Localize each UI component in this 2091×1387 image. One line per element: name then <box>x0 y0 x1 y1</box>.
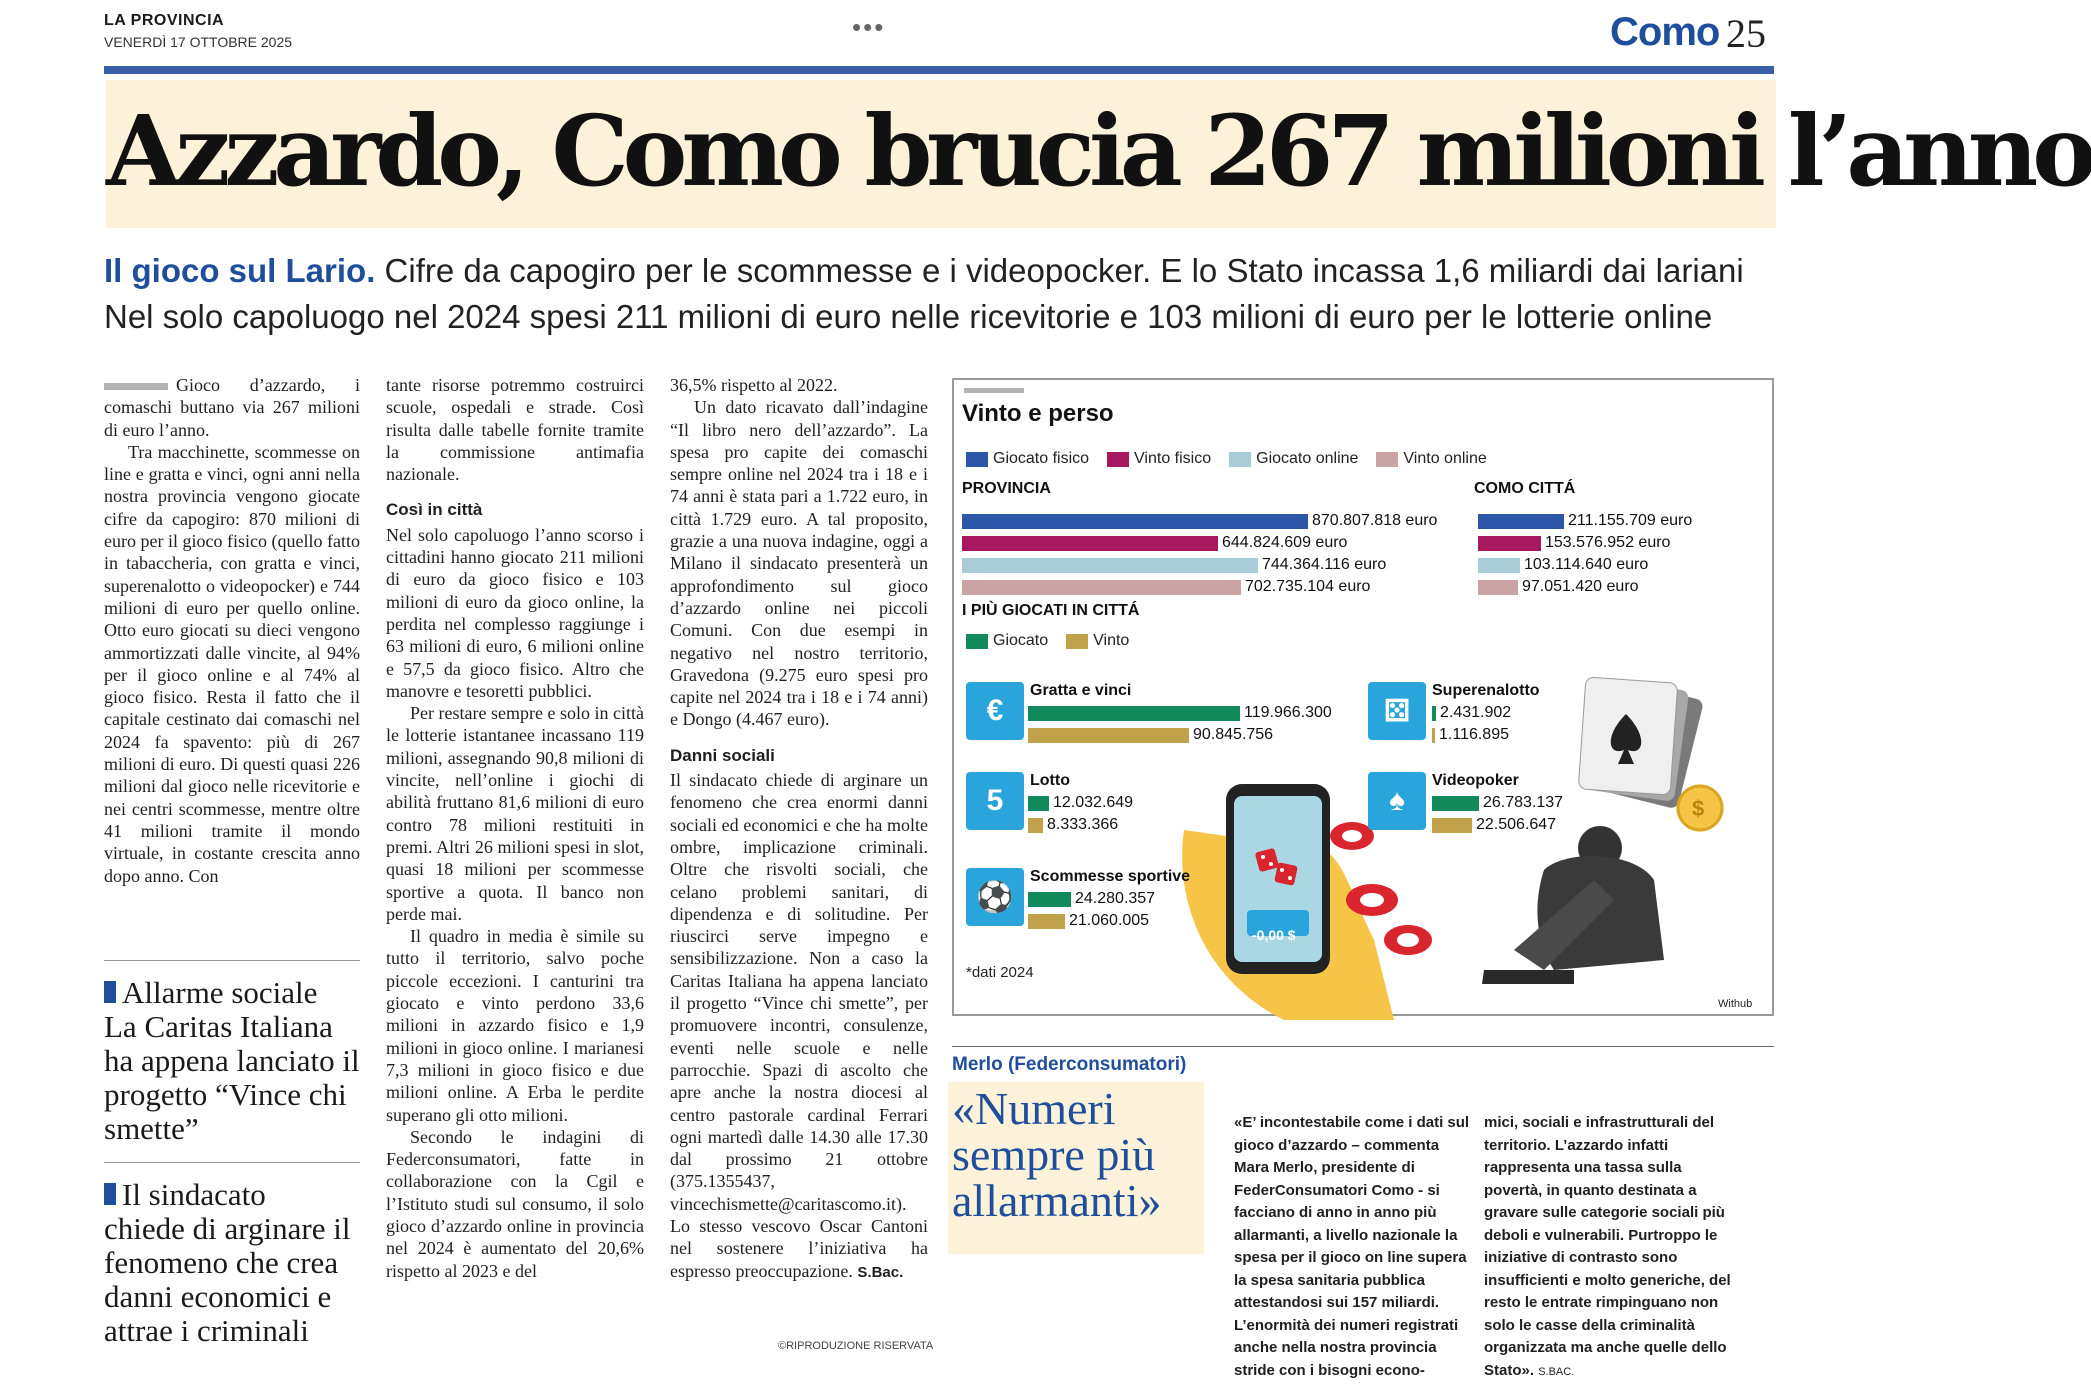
legend-2 <box>966 632 1129 650</box>
category-bar-giocato <box>1432 796 1479 811</box>
footnote: *dati 2024 <box>966 964 1034 981</box>
article-paragraph: Il sindacato chiede di arginare un fenomeno che crea enormi danni sociali ed economici e che ha molte ombre, implicazione criminali. Oltre che risvolti sociali, che celano problemi sanitari, di dipendenza e di solitudine. Per riuscirci serve impegno e sensibilizzazione. Non a caso la Caritas Italiana ha appena lanciato il progetto “Vince chi smette”, per promuovere incontri, consulenze, eventi nelle scuole e nelle parrocchie. Spazi di ascolto che apre anche la nostra diocesi al centro pastorale cardinal Ferrari ogni martedì dalle 14.30 alle 17.30 dal prossimo 21 ottobre (375.1355437, vincechismette@caritascomo.it). Lo stesso vescovo Oscar Cantoni nel sostenere l’iniziativa ha espresso preoccupazione. <box>670 770 928 1281</box>
bar-value-label: 644.824.609 euro <box>1222 534 1348 551</box>
article-paragraph: Gioco d’azzardo, i comaschi buttano via 267 milioni di euro l’anno. <box>104 375 360 440</box>
legend-item: Giocato fisico <box>966 450 1089 468</box>
pull-quote-rule <box>104 960 360 961</box>
infographic-tab <box>964 388 1024 393</box>
legend-swatch <box>966 452 988 467</box>
phone-screen-text: -0,00 $ <box>1252 927 1296 943</box>
category-value-label: 2.431.902 <box>1440 704 1512 721</box>
interview-column-2 <box>1484 1112 1744 1383</box>
masthead <box>104 12 292 50</box>
article-paragraph: Secondo le indagini di Federconsumatori, fatte in collaborazione con la Cgil e l’Istituto studi sul consumo, il solo gioco d’azzardo online in provincia nel 2024 è aumentato del 20,6% rispetto al 2023 e del <box>386 1126 644 1281</box>
bar-value-label: 702.735.104 euro <box>1245 578 1371 595</box>
subhead-kicker: Il gioco sul Lario. <box>104 252 376 289</box>
bar-value-label: 97.051.420 euro <box>1522 578 1639 595</box>
pull-quote-1 <box>104 976 360 1146</box>
bar-value-label: 211.155.709 euro <box>1568 512 1693 529</box>
pull-quote-text: chiede di arginare il fenomeno che crea danni economici e attrae i criminali <box>104 1211 351 1348</box>
page-number: 25 <box>1726 11 1766 56</box>
bar-vinto_online <box>962 580 1241 595</box>
category-name: Scommesse sportive <box>1030 868 1191 885</box>
provincia-label: PROVINCIA <box>962 480 1051 497</box>
article-paragraph: 36,5% rispetto al 2022. <box>670 375 838 395</box>
legend-swatch <box>1229 452 1251 467</box>
bar-value-label: 870.807.818 euro <box>1312 512 1438 529</box>
bar-vinto_fisico <box>962 536 1218 551</box>
pull-quote-2 <box>104 1178 360 1348</box>
category-bar-giocato <box>1432 706 1436 721</box>
category-name: Superenalotto <box>1432 682 1540 699</box>
subhead <box>104 248 1784 340</box>
infographic-title: Vinto e perso <box>962 400 1114 427</box>
article-paragraph: Tra macchinette, scommesse on line e gratta e vinci, ogni anni nella nostra provincia vengono giocate cifre da capogiro: 870 milioni di euro per il gioco fisico (quello fatto in tabaccheria, con gratta e vinci, superenalotto o videopocker) e 744 milioni di euro per quello online. Otto euro giocati su dieci vengono ammortizzati dalle vincite, al 94% per il gioco online e al 74% al gioco fisico. Resta il fatto che il capitale cestinato dai comaschi nel 2024 fa spavento: più di 267 milioni di euro. Di questi quasi 226 milioni dal gioco nelle ricevitorie e nei centri scommesse, mentre oltre 41 milioni tramite il mondo virtuale, in costante crescita anno dopo anno. Con <box>104 441 360 886</box>
interview-label: Merlo (Federconsumatori) <box>952 1054 1187 1075</box>
pull-quote-text: La Caritas Italiana ha appena lanciato il progetto “Vince chi smette” <box>104 1009 360 1146</box>
soccer-player-icon: ⚽ <box>966 868 1024 926</box>
legend-swatch <box>1107 452 1129 467</box>
paper-date: VENERDÌ 17 OTTOBRE 2025 <box>104 34 293 50</box>
bar-value-label: 153.576.952 euro <box>1545 534 1671 551</box>
subhead-line1: Cifre da capogiro per le scommesse e i videopocker. E lo Stato incassa 1,6 miliardi dai lariani <box>384 252 1744 289</box>
legend-item: Giocato online <box>1229 450 1358 468</box>
infographic <box>952 378 1774 1016</box>
category-value-label: 119.966.300 <box>1244 704 1332 721</box>
legend-item: Vinto online <box>1376 450 1486 468</box>
article-paragraph: Nel solo capoluogo l’anno scorso i cittadini hanno giocato 211 milioni di euro da gioco fisico e 103 milioni di euro da gioco online, la perdita nel complesso raggiunge i 63 milioni di euro, 6 milioni online e 57,5 da gioco fisico. Altro che manovre e tesoretti pubblici. <box>386 524 644 701</box>
legend-swatch <box>966 634 988 649</box>
article-column-1 <box>104 374 360 887</box>
article-signature: S.Bac. <box>857 1263 904 1281</box>
playing-cards-icon <box>1578 677 1704 810</box>
pull-quote-rule <box>104 1162 360 1163</box>
category-name: Videopoker <box>1432 772 1519 789</box>
category-bar-vinto <box>1028 914 1065 929</box>
category-bar-giocato <box>1028 706 1240 721</box>
article-column-2 <box>386 374 644 1282</box>
article-paragraph: tante risorse potremmo costruirci scuole, ospedali e strade. Così risulta dalle tabelle fornite tramite la commissione antimafia nazionale. <box>386 375 644 485</box>
top-rule <box>104 66 1774 74</box>
legend-item: Giocato <box>966 632 1048 650</box>
headline: Azzardo, Como brucia 267 milioni l’anno <box>106 94 2091 208</box>
category-bar-giocato <box>1028 892 1071 907</box>
pull-quote-marker-icon <box>104 1183 116 1205</box>
dice-icon: ⚄ <box>1368 682 1426 740</box>
category-name: Lotto <box>1030 772 1070 789</box>
bar-giocato_fisico <box>962 514 1308 529</box>
article-paragraph: Un dato ricavato dall’indagine “Il libro nero dell’azzardo”. La spesa pro capite dei comaschi sempre online nel 2024 tra i 18 e i 74 anni è stata pari a 1.722 euro, in città 1.729 euro. A tal proposito, grazie a una nuova indagine, oggi a Milano il sindacato presenterà un approfondimento sul gioco d’azzardo online nei piccoli Comuni. Con due esempi in negativo nel nostro territorio, Gravedona (9.275 euro spesi pro capite nel 2024 tra i 18 e i 74 anni) e Dongo (4.467 euro). <box>670 397 928 730</box>
piu-giocati-label: I PIÙ GIOCATI IN CITTÁ <box>962 602 1140 619</box>
category-bar-vinto <box>1432 728 1435 743</box>
category-value-label: 26.783.137 <box>1483 794 1564 811</box>
pull-quote-marker-icon <box>104 981 116 1003</box>
lead-rule <box>104 383 168 390</box>
headline-box <box>106 80 2091 228</box>
category-bar-vinto <box>1028 818 1043 833</box>
pull-quote-title: Il sindacato <box>122 1177 266 1212</box>
bar-giocato_online <box>1478 558 1520 573</box>
category-value-label: 21.060.005 <box>1069 912 1150 929</box>
lotto-ball-icon: 5 <box>966 772 1024 830</box>
category-value-label: 24.280.357 <box>1075 890 1156 907</box>
article-column-3 <box>670 374 928 1284</box>
article-paragraph: Per restare sempre e solo in città le lotterie istantanee incassano 119 milioni, assegnando 90,8 milioni di vincite, nell’online i giochi di abilità fruttano 81,6 milioni di euro contro 78 milioni restituiti in premi. Altri 26 milioni spesi in slot, quasi 18 milioni per scommesse sportive a quota. Il banco non perde mai. <box>386 703 644 924</box>
more-options-icon[interactable]: ••• <box>852 12 886 42</box>
category-value-label: 8.333.366 <box>1047 816 1119 833</box>
section-name: Como <box>1610 10 1720 54</box>
copyright-notice: ©RIPRODUZIONE RISERVATA <box>778 1340 934 1352</box>
paper-name: LA PROVINCIA <box>104 12 225 29</box>
article-subheading: Danni sociali <box>670 745 775 765</box>
legend-item: Vinto <box>1066 632 1129 650</box>
legend-item: Vinto fisico <box>1107 450 1211 468</box>
legend <box>966 450 1487 468</box>
category-value-label: 90.845.756 <box>1193 726 1274 743</box>
legend-swatch <box>1376 452 1398 467</box>
category-bar-vinto <box>1028 728 1189 743</box>
article-paragraph: Il quadro in media è simile su tutto il territorio, salvo poche piccole eccezioni. I canturini tra giocato e vinto perdono 33,6 milioni in azzardo fisico e 1,9 milioni in gioco online. I marianesi 7,3 milioni in gioco fisico e due milioni online. A Erba le perdite superano gli otto milioni. <box>386 926 644 1125</box>
coin-symbol: $ <box>1692 796 1705 821</box>
bar-value-label: 744.364.116 euro <box>1262 556 1387 573</box>
cards-icon: ♠ <box>1368 772 1426 830</box>
bar-giocato_fisico <box>1478 514 1564 529</box>
credit: Withub <box>1718 998 1753 1010</box>
citta-label: COMO CITTÁ <box>1474 480 1576 497</box>
interview-quote: «Numeri sempre più allarmanti» <box>952 1083 1162 1226</box>
coins-icon: € <box>966 682 1024 740</box>
bar-giocato_online <box>962 558 1258 573</box>
interview-rule <box>952 1046 1774 1047</box>
legend-swatch <box>1066 634 1088 649</box>
category-bar-giocato <box>1028 796 1049 811</box>
pull-quote-title: Allarme sociale <box>122 975 318 1010</box>
subhead-line2: Nel solo capoluogo nel 2024 spesi 211 milioni di euro nelle ricevitorie e 103 milioni di euro per le lotterie online <box>104 298 1713 335</box>
article-subheading: Così in città <box>386 500 483 520</box>
category-value-label: 1.116.895 <box>1439 726 1509 743</box>
category-name: Gratta e vinci <box>1030 682 1132 699</box>
interview-text: mici, sociali e infrastrutturali del territorio. L’azzardo infatti rappresenta una tassa sulla povertà, in quanto destinata a gravare sulle categorie sociali più deboli e vulnerabili. Purtroppo le iniziative di contrasto sono insufficienti e molto generiche, del resto le entrate rimpinguano non solo le casse della criminalità organizzata ma anche quelle dello Stato». <box>1484 1114 1731 1379</box>
category-value-label: 12.032.649 <box>1053 794 1134 811</box>
despair-figure-icon <box>1482 826 1664 984</box>
bar-value-label: 103.114.640 euro <box>1524 556 1649 573</box>
bar-vinto_online <box>1478 580 1518 595</box>
interview-column-1: «E’ incontestabile come i dati sul gioco d’azzardo – commenta Mara Merlo, presidente di FederConsumatori Como - si facciano di anno in anno più allarmanti, a livello nazionale la spesa per il gioco on line supera la spesa sanitaria pubblica attestandosi sui 157 miliardi. L’enormità dei numeri registrati anche nella nostra provincia stride con i bisogni econo- <box>1234 1114 1470 1379</box>
category-bar-vinto <box>1432 818 1472 833</box>
category-value-label: 22.506.647 <box>1476 816 1557 833</box>
interview-signature: S.BAC. <box>1538 1365 1575 1378</box>
bar-vinto_fisico <box>1478 536 1541 551</box>
